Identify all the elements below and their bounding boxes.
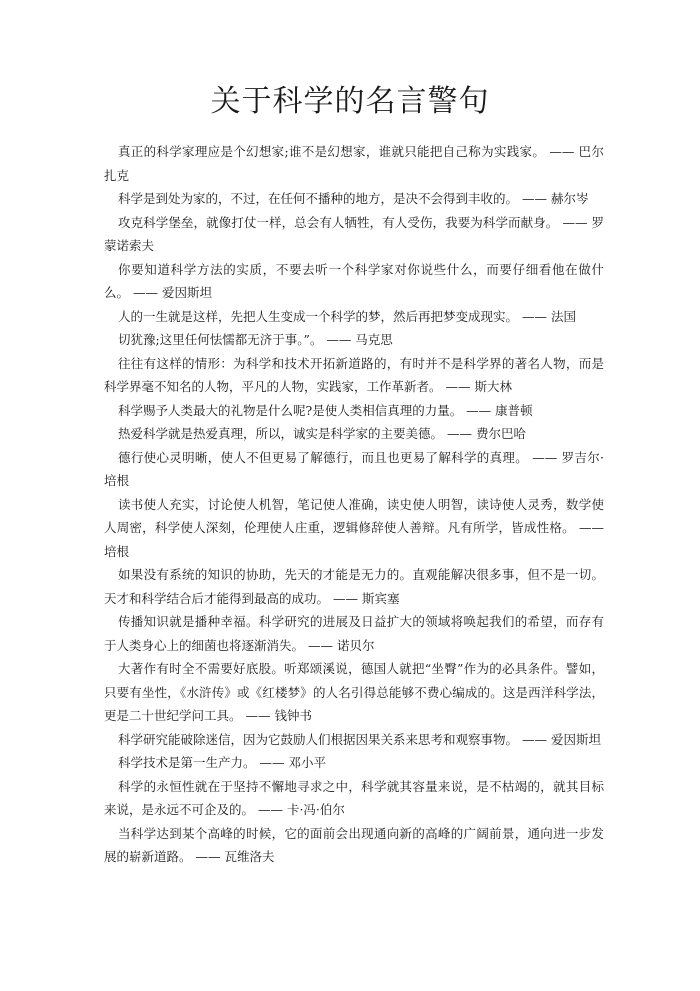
quote-paragraph: 热爱科学就是热爱真理，所以，诚实是科学家的主要美德。 —— 费尔巴哈 [118,426,526,441]
quote-paragraph: 科学是到处为家的，不过，在任何不播种的地方，是决不会得到丰收的。 —— 赫尔岑 [118,191,589,206]
quote-paragraph: 科学研究能破除迷信，因为它鼓励人们根据因果关系来思考和观察事物。 —— 爱因斯坦 [118,731,601,747]
quote-list [104,140,604,869]
quote-paragraph: 传播知识就是播种幸福。科学研究的进展及日益扩大的领域将唤起我们的希望，而存有于人类身心上的细菌也将逐渐消失。 —— 诺贝尔 [104,614,604,653]
quote-paragraph: 真正的科学家理应是个幻想家;谁不是幻想家，谁就只能把自己称为实践家。 —— 巴尔扎克 [104,144,604,183]
quote-paragraph: 当科学达到某个高峰的时候，它的面前会出现通向新的高峰的广阔前景，通向进一步发展的崭新道路。 —— 瓦维洛夫 [104,825,604,864]
quote-paragraph: 如果没有系统的知识的协助，先天的才能是无力的。直观能解决很多事，但不是一切。天才和科学结合后才能得到最高的成功。 —— 斯宾塞 [104,567,604,606]
quote-paragraph: 人的一生就是这样，先把人生变成一个科学的梦，然后再把梦变成现实。 —— 法国 [118,308,576,324]
quote-paragraph: 科学赐予人类最大的礼物是什么呢?是使人类相信真理的力量。 —— 康普顿 [118,402,533,418]
quote-paragraph: 往往有这样的情形：为科学和技术开拓新道路的，有时并不是科学界的著名人物，而是科学界毫不知名的人物，平凡的人物，实践家，工作革新者。 —— 斯大林 [104,355,604,394]
quote-paragraph: 读书使人充实，讨论使人机智，笔记使人准确，读史使人明智，读诗使人灵秀，数学使人周密，科学使人深刻，伦理使人庄重，逻辑修辞使人善辩。凡有所学，皆成性格。 —— 培根 [104,496,604,559]
quote-paragraph: 攻克科学堡垒，就像打仗一样，总会有人牺牲，有人受伤，我要为科学而献身。 —— 罗蒙诺索夫 [104,214,604,253]
quote-paragraph: 大著作有时全不需要好底股。听郑颂溪说，德国人就把“坐臀”作为的必具条件。譬如，只要有坐性，《水浒传》或《红楼梦》的人名引得总能够不费心编成的。这是西洋科学法，更是二十世纪学问工具。 —— 钱钟书 [104,661,604,723]
quote-paragraph: 科学的永恒性就在于坚持不懈地寻求之中，科学就其容量来说，是不枯竭的，就其目标来说，是永远不可企及的。 —— 卡·冯·伯尔 [104,778,604,817]
quote-paragraph: 科学技术是第一生产力。 —— 邓小平 [118,755,326,770]
document-title: 关于科学的名言警句 [210,84,490,119]
quote-paragraph: 德行使心灵明晰，使人不但更易了解德行，而且也更易了解科学的真理。 —— 罗吉尔·培根 [104,449,604,488]
quote-paragraph: 你要知道科学方法的实质，不要去听一个科学家对你说些什么，而要仔细看他在做什么。 —— 爱因斯坦 [104,261,604,300]
quote-paragraph: 切犹豫;这里任何怯懦都无济于事。”。 —— 马克思 [118,332,393,347]
